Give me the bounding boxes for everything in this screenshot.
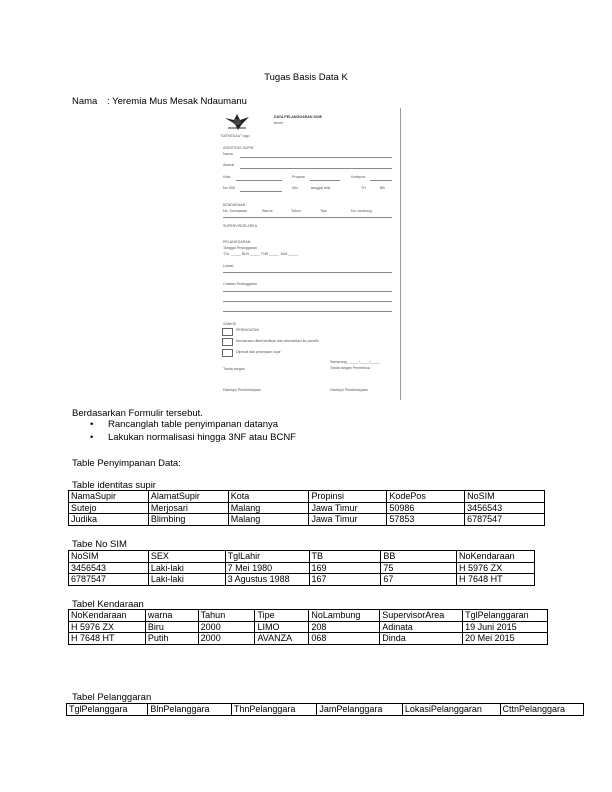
table-header-row — [69, 610, 548, 622]
table-cell: 2000 — [198, 633, 255, 645]
column-header: Propinsi — [309, 491, 387, 503]
form-tempat-sub: Tanda tangan Pemeriksa — [330, 366, 370, 370]
form-checkbox-3 — [222, 349, 233, 357]
form-supervisor: SUPERVISOR AREA — [223, 224, 258, 228]
table-kendaraan — [68, 609, 548, 645]
column-header: Kota — [228, 491, 309, 503]
table-kendaraan-caption: Tabel Kendaraan — [72, 599, 144, 610]
table-cell: Laki-laki — [148, 574, 225, 586]
form-bb: BB — [380, 186, 385, 190]
form-section-pelanggaran: PELANGGARAN — [223, 240, 251, 244]
form-no-kendaraan: No. Kendaraan — [223, 209, 248, 213]
document-title: Tugas Basis Data K — [264, 72, 348, 83]
table-row — [69, 621, 548, 633]
form-ttd-right: Disetujui Pembelanjaan — [330, 388, 368, 392]
form-kodepos: Kodepos — [351, 175, 366, 179]
column-header: TglLahir — [225, 551, 309, 563]
table-header-row — [69, 491, 545, 503]
instruction-list — [90, 419, 296, 444]
table-cell: Jawa Timur — [309, 514, 387, 526]
instruction-item: • Rancanglah table penyimpanan datanya — [90, 419, 296, 432]
form-lokasi: Lokasi — [223, 264, 234, 268]
column-header: BlnPelanggara — [148, 704, 231, 716]
form-no-sim: No SIM — [223, 186, 235, 190]
table-pelanggaran — [66, 703, 584, 716]
form-tb: TH — [361, 186, 366, 190]
table-row — [69, 514, 545, 526]
table-cell: Merjosari — [148, 502, 228, 514]
table-cell: Jawa Timur — [309, 502, 387, 514]
table-cell: H 7648 HT — [69, 633, 146, 645]
form-alamat: Alamat — [223, 163, 235, 167]
table-identitas — [68, 490, 545, 526]
form-tipe: Tipe — [320, 209, 327, 213]
table-cell: 20 Mei 2015 — [463, 633, 548, 645]
column-header: LokasiPelanggaran — [402, 704, 500, 716]
table-cell: Blimbing — [148, 514, 228, 526]
column-header: NoKendaraan — [457, 551, 535, 563]
table-cell: Judika — [69, 514, 149, 526]
column-header: warna — [145, 610, 198, 622]
table-cell: 7 Mei 1980 — [225, 562, 309, 574]
column-header: TB — [309, 551, 381, 563]
form-propinsi: Propinsi — [292, 175, 305, 179]
form-tgl-lahir: tanggal lahir — [311, 186, 331, 190]
form-tahun: Tahun — [291, 209, 301, 213]
instruction-intro: Berdasarkan Formulir tersebut. — [72, 408, 203, 419]
form-sex: Sex — [292, 186, 299, 190]
table-cell: 169 — [309, 562, 381, 574]
instruction-item: • Lakukan normalisasi hingga 3NF atau BCNF — [90, 432, 296, 445]
column-header: CttnPelanggara — [500, 704, 584, 716]
form-header-sub: Ancer — [274, 121, 284, 125]
table-row — [69, 502, 545, 514]
table-sim-caption: Tabe No SIM — [72, 539, 127, 550]
column-header: NoSIM — [69, 551, 149, 563]
table-cell: H 5976 ZX — [69, 621, 146, 633]
column-header: NoSIM — [465, 491, 545, 503]
name-label: Nama — [72, 96, 98, 107]
column-header: AlamatSupir — [148, 491, 228, 503]
column-header: TglPelanggaran — [463, 610, 548, 622]
form-header-title: DATA PELANGGARAN SOIE — [274, 115, 323, 119]
form-warna: Warna — [262, 209, 273, 213]
column-header: NoKendaraan — [69, 610, 146, 622]
form-tempat: Semarang, _____/_____/_____ — [330, 360, 381, 364]
table-cell: 3456543 — [465, 502, 545, 514]
table-cell: 75 — [381, 562, 457, 574]
form-tanda-1: Tanda tangan — [223, 367, 245, 371]
form-sanksi: SANKSI — [223, 322, 237, 326]
form-kota: Kota — [223, 175, 231, 179]
form-sanksi-2: Kendaraan diberhentikan dan diserahkan ke pemilik — [236, 339, 319, 343]
table-cell: Sutejo — [69, 502, 149, 514]
form-section-kendaraan: KENDARAAN — [223, 203, 246, 207]
table-cell: 208 — [309, 621, 380, 633]
table-cell: Putih — [145, 633, 198, 645]
table-cell: 3 Agustus 1988 — [225, 574, 309, 586]
form-catatan: Catatan Pelanggaran — [223, 282, 257, 286]
table-cell: LIMO — [255, 621, 309, 633]
table-cell: Adinata — [380, 621, 463, 633]
table-cell: 6787547 — [465, 514, 545, 526]
column-header: JamPelanggara — [317, 704, 402, 716]
table-cell: Malang — [228, 514, 309, 526]
column-header: TglPelanggara — [67, 704, 148, 716]
table-sim — [68, 550, 535, 586]
column-header: BB — [381, 551, 457, 563]
table-cell: 67 — [381, 574, 457, 586]
table-pelanggaran-caption: Tabel Pelanggaran — [72, 692, 152, 703]
form-tgl-pelanggaran: Tanggal Pelanggaran — [223, 246, 257, 250]
table-cell: 50986 — [387, 502, 465, 514]
table-cell: 57853 — [387, 514, 465, 526]
column-header: Tipe — [255, 610, 309, 622]
form-sanksi-1: PERINGATAN — [236, 328, 259, 332]
form-checkbox-2 — [222, 338, 233, 346]
table-cell: Biru — [145, 621, 198, 633]
column-header: SEX — [148, 551, 225, 563]
table-cell: 6787547 — [69, 574, 149, 586]
table-header-row — [69, 551, 535, 563]
table-cell: 2000 — [198, 621, 255, 633]
column-header: ThnPelanggara — [231, 704, 316, 716]
table-cell: 068 — [309, 633, 380, 645]
table-cell: 3456543 — [69, 562, 149, 574]
table-cell: AVANZA — [255, 633, 309, 645]
table-cell: H 5976 ZX — [457, 562, 535, 574]
form-section-supir: IDENTITAS SUPIR — [223, 146, 254, 150]
table-identitas-caption: Table identitas supir — [72, 480, 156, 491]
table-cell: 19 Juni 2015 — [463, 621, 548, 633]
column-header: Tahun — [198, 610, 255, 622]
table-cell: 167 — [309, 574, 381, 586]
form-nama: Nama — [223, 152, 233, 156]
form-ttd-left: Disetujui Pembelanjaan — [223, 388, 261, 392]
table-cell: Malang — [228, 502, 309, 514]
table-row — [69, 562, 535, 574]
storage-title: Table Penyimpanan Data: — [72, 458, 181, 469]
table-cell: H 7648 HT — [457, 574, 535, 586]
form-checkbox-1 — [222, 328, 233, 336]
form-sanksi-3: Dipecat dari pekerjaan supir — [236, 350, 281, 354]
table-row — [69, 574, 535, 586]
table-row — [69, 633, 548, 645]
table-cell: Dinda — [380, 633, 463, 645]
logo-caption: "SATKEDAU" logo — [220, 134, 250, 138]
form-no-lambung: No Lambung — [351, 209, 372, 213]
table-cell: Laki-laki — [148, 562, 225, 574]
name-value: : Yeremia Mus Mesak Ndaumanu — [107, 96, 247, 107]
column-header: KodePos — [387, 491, 465, 503]
bird-logo-icon — [222, 110, 252, 137]
form-image — [218, 108, 401, 400]
form-tgl-row: TGL _____ BLN _____ THN _____ JAM _____ — [223, 252, 299, 256]
column-header: NamaSupir — [69, 491, 149, 503]
column-header: NoLambung — [309, 610, 380, 622]
column-header: SupervisorArea — [380, 610, 463, 622]
table-header-row — [67, 704, 584, 716]
